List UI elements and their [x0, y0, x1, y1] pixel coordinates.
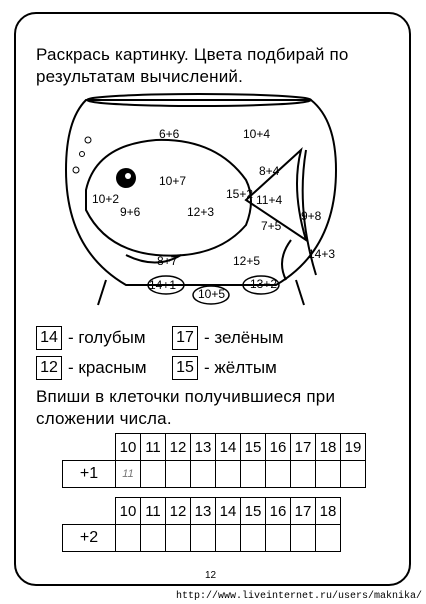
table-corner	[63, 434, 116, 461]
expr-7: 12+3	[187, 205, 215, 219]
table-number: 19	[341, 434, 366, 461]
table-number: 16	[266, 434, 291, 461]
answer-cell[interactable]	[141, 525, 166, 552]
table-number: 17	[291, 498, 316, 525]
table-number: 13	[191, 498, 216, 525]
answer-cell[interactable]	[316, 461, 341, 488]
answer-cell[interactable]	[216, 525, 241, 552]
expr-11: 8+7	[157, 254, 178, 268]
answer-cell[interactable]	[116, 525, 141, 552]
answer-cell[interactable]	[291, 461, 316, 488]
table-number: 12	[166, 434, 191, 461]
answer-cell[interactable]	[241, 461, 266, 488]
answer-cell[interactable]	[266, 525, 291, 552]
expr-9: 7+5	[261, 219, 282, 233]
addition-table-plus-1	[62, 433, 366, 488]
legend-number: 15	[172, 356, 198, 380]
answer-cell[interactable]	[216, 461, 241, 488]
table-number: 18	[316, 498, 341, 525]
watermark-url: http://www.liveinternet.ru/users/maknika/	[175, 591, 422, 602]
answer-cell[interactable]	[241, 525, 266, 552]
answer-cell[interactable]	[341, 461, 366, 488]
expr-16: 10+5	[198, 287, 226, 301]
legend-item-14	[36, 326, 146, 350]
table-row-label: +2	[63, 525, 116, 552]
expr-6: 9+6	[120, 205, 141, 219]
expr-4: 15+2	[226, 187, 254, 201]
legend-item-12	[36, 356, 147, 380]
table-number: 10	[116, 498, 141, 525]
table-number: 11	[141, 498, 166, 525]
table-number: 11	[141, 434, 166, 461]
table-number: 10	[116, 434, 141, 461]
answer-cell[interactable]: 11	[116, 461, 141, 488]
table-number: 16	[266, 498, 291, 525]
table-number: 18	[316, 434, 341, 461]
coloring-instruction: Раскрась картинку. Цвета подбирай по результатам вычислений.	[36, 45, 349, 86]
answer-cell[interactable]	[316, 525, 341, 552]
expr-10: 9+8	[301, 209, 322, 223]
answer-cell[interactable]	[166, 461, 191, 488]
table-number: 15	[241, 434, 266, 461]
expr-13: 14+3	[308, 247, 336, 261]
answer-cell[interactable]	[191, 525, 216, 552]
expr-8: 11+4	[256, 193, 283, 207]
table-row-label: +1	[63, 461, 116, 488]
expr-3: 10+7	[159, 174, 187, 188]
legend-number: 17	[172, 326, 198, 350]
expr-1: 10+4	[243, 127, 271, 141]
fish-bowl-illustration	[46, 90, 346, 310]
table-number: 17	[291, 434, 316, 461]
legend-item-15	[172, 356, 277, 380]
table-number: 13	[191, 434, 216, 461]
answer-cell[interactable]	[291, 525, 316, 552]
expr-15: 14+1	[149, 278, 177, 292]
page-number: 12	[205, 570, 217, 581]
legend-color: - зелёным	[204, 328, 284, 347]
answer-cell[interactable]	[266, 461, 291, 488]
table-number: 12	[166, 498, 191, 525]
expr-14: 13+2	[250, 277, 278, 291]
answer-cell[interactable]	[191, 461, 216, 488]
legend-color: - голубым	[68, 328, 146, 347]
legend-number: 14	[36, 326, 62, 350]
legend-color: - жёлтым	[204, 358, 277, 377]
table-number: 14	[216, 434, 241, 461]
adding-instruction: Впиши в клеточки получившиеся при сложении числа.	[36, 387, 336, 428]
legend-number: 12	[36, 356, 62, 380]
expr-0: 6+6	[159, 127, 180, 141]
table-number: 15	[241, 498, 266, 525]
answer-cell[interactable]	[166, 525, 191, 552]
legend-color: - красным	[68, 358, 147, 377]
expr-2: 10+2	[92, 192, 120, 206]
legend-item-17	[172, 326, 284, 350]
expr-12: 12+5	[233, 254, 261, 268]
table-corner	[63, 498, 116, 525]
expr-5: 8+4	[259, 164, 280, 178]
answer-cell[interactable]	[141, 461, 166, 488]
table-number: 14	[216, 498, 241, 525]
addition-table-plus-2	[62, 497, 341, 552]
